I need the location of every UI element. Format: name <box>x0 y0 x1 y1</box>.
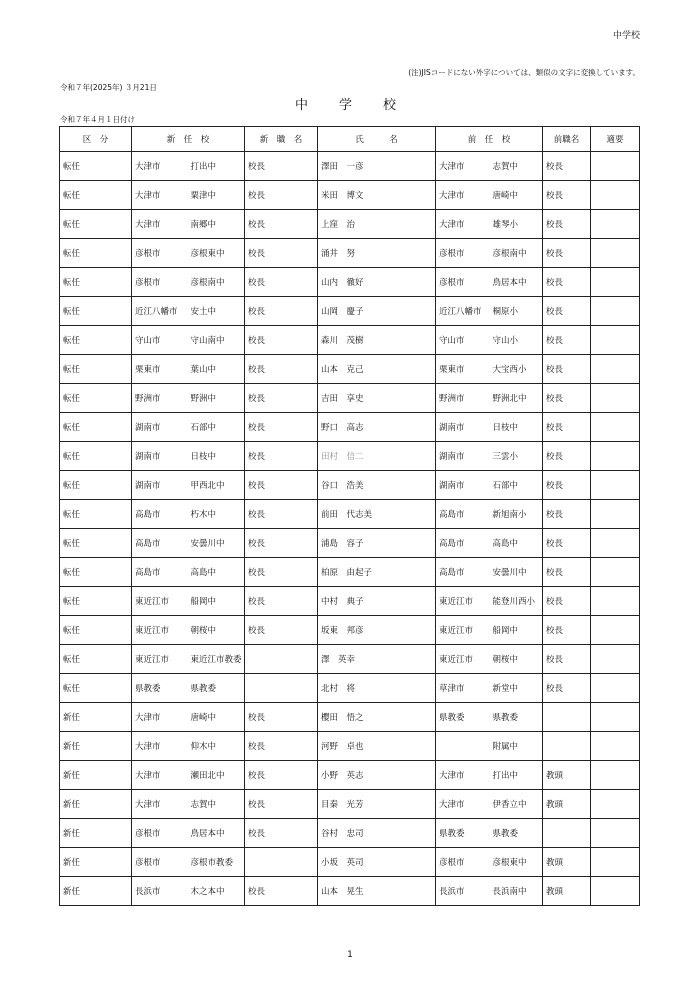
cell-name: 河野 卓也 <box>318 732 436 761</box>
cell-new-city: 湖南市 <box>135 481 161 491</box>
cell-prev-school: 船岡中 <box>490 616 543 645</box>
cell-prev-pos: 校長 <box>543 616 591 645</box>
cell-remarks <box>591 819 640 848</box>
cell-new-school: 木之本中 <box>188 877 245 906</box>
cell-prev-pos: 校長 <box>543 645 591 674</box>
cell-new-city: 大津市 <box>135 771 161 781</box>
cell-new-city: 栗東市 <box>135 365 161 375</box>
cell-kubun: 転任 <box>60 587 132 616</box>
cell-new-pos: 校長 <box>245 703 318 732</box>
cell-remarks <box>591 471 640 500</box>
header-kubun: 区 分 <box>60 127 132 152</box>
table-row <box>60 848 640 877</box>
cell-prev-city: 東近江市 <box>439 597 474 607</box>
cell-new-school: 仰木中 <box>188 732 245 761</box>
cell-prev-pos: 教頭 <box>543 848 591 877</box>
cell-remarks <box>591 558 640 587</box>
cell-kubun: 転任 <box>60 181 132 210</box>
cell-new-school: 彦根東中 <box>188 239 245 268</box>
cell-new-pos: 校長 <box>245 152 318 181</box>
cell-prev-pos: 校長 <box>543 297 591 326</box>
cell-new-city: 近江八幡市 <box>135 307 178 317</box>
cell-name: 柏原 由起子 <box>318 558 436 587</box>
cell-new-city: 大津市 <box>135 191 161 201</box>
header-remarks: 適要 <box>606 135 624 145</box>
table-row <box>60 152 640 181</box>
cell-kubun: 転任 <box>60 355 132 384</box>
cell-new-pos: 校長 <box>245 471 318 500</box>
cell-new-pos: 校長 <box>245 413 318 442</box>
cell-prev-school: 能登川西小 <box>490 587 543 616</box>
cell-new-city: 彦根市 <box>135 278 161 288</box>
cell-remarks <box>591 587 640 616</box>
cell-remarks <box>591 268 640 297</box>
cell-new-school: 葉山中 <box>188 355 245 384</box>
cell-prev-school: 桐原小 <box>490 297 543 326</box>
cell-kubun: 新任 <box>60 732 132 761</box>
table-row <box>60 703 640 732</box>
cell-new-school: 野洲中 <box>188 384 245 413</box>
cell-prev-city: 東近江市 <box>439 655 474 665</box>
issue-date: 令和７年(2025年) ３月21日 <box>60 83 157 92</box>
cell-new-pos <box>245 674 318 703</box>
cell-kubun: 転任 <box>60 413 132 442</box>
cell-remarks <box>591 181 640 210</box>
effective-date: 令和７年４月１日付け <box>60 115 135 124</box>
cell-name: 森川 茂樹 <box>318 326 436 355</box>
cell-prev-city: 大津市 <box>439 191 465 201</box>
cell-remarks <box>591 384 640 413</box>
cell-new-city: 高島市 <box>135 510 161 520</box>
cell-prev-pos: 校長 <box>543 500 591 529</box>
cell-prev-city: 東近江市 <box>439 626 474 636</box>
cell-prev-city: 湖南市 <box>439 423 465 433</box>
cell-prev-city: 野洲市 <box>439 394 465 404</box>
cell-new-city: 東近江市 <box>135 597 170 607</box>
cell-prev-pos: 校長 <box>543 587 591 616</box>
cell-new-city: 高島市 <box>135 568 161 578</box>
cell-prev-school: 朝桜中 <box>490 645 543 674</box>
cell-prev-school: 雄琴小 <box>490 210 543 239</box>
cell-kubun: 新任 <box>60 877 132 906</box>
cell-prev-school: 石部中 <box>490 471 543 500</box>
page-number: 1 <box>347 950 353 960</box>
cell-kubun: 転任 <box>60 442 132 471</box>
cell-new-pos: 校長 <box>245 210 318 239</box>
cell-kubun: 転任 <box>60 384 132 413</box>
cell-new-city: 大津市 <box>135 220 161 230</box>
cell-name: 北村 将 <box>318 674 436 703</box>
cell-name: 米田 博文 <box>318 181 436 210</box>
cell-remarks <box>591 790 640 819</box>
cell-remarks <box>591 761 640 790</box>
cell-new-school: 甲西北中 <box>188 471 245 500</box>
cell-new-pos: 校長 <box>245 500 318 529</box>
table-row <box>60 471 640 500</box>
cell-new-city: 大津市 <box>135 162 161 172</box>
cell-prev-pos: 校長 <box>543 210 591 239</box>
cell-prev-school: 彦根東中 <box>490 848 543 877</box>
cell-prev-pos: 教頭 <box>543 761 591 790</box>
cell-prev-city: 大津市 <box>439 220 465 230</box>
cell-prev-school: 鳥居本中 <box>490 268 543 297</box>
header-name: 氏 名 <box>318 127 436 152</box>
cell-new-city: 守山市 <box>135 336 161 346</box>
cell-prev-city: 大津市 <box>439 162 465 172</box>
cell-remarks <box>591 210 640 239</box>
cell-kubun: 転任 <box>60 152 132 181</box>
header-prev-position: 前職名 <box>543 127 591 152</box>
cell-prev-city: 県教委 <box>439 829 465 839</box>
cell-prev-city: 高島市 <box>439 568 465 578</box>
cell-name: 坂東 邦彦 <box>318 616 436 645</box>
cell-prev-pos: 校長 <box>543 268 591 297</box>
cell-name: 山本 克己 <box>318 355 436 384</box>
table-row <box>60 268 640 297</box>
cell-new-pos: 校長 <box>245 587 318 616</box>
cell-new-school: 瀬田北中 <box>188 761 245 790</box>
cell-kubun: 転任 <box>60 471 132 500</box>
cell-new-pos: 校長 <box>245 877 318 906</box>
cell-prev-pos <box>543 732 591 761</box>
header-new-position: 新 職 名 <box>245 127 318 152</box>
cell-new-school: 高島中 <box>188 558 245 587</box>
cell-kubun: 転任 <box>60 558 132 587</box>
cell-prev-pos: 校長 <box>543 384 591 413</box>
cell-new-school: 朝桜中 <box>188 616 245 645</box>
cell-new-pos: 校長 <box>245 384 318 413</box>
cell-prev-pos: 校長 <box>543 674 591 703</box>
cell-new-school: 安土中 <box>188 297 245 326</box>
cell-new-city: 彦根市 <box>135 249 161 259</box>
cell-name: 田村 信二 <box>318 442 436 471</box>
cell-new-school: 安曇川中 <box>188 529 245 558</box>
cell-prev-school: 日枝中 <box>490 413 543 442</box>
table-row <box>60 558 640 587</box>
cell-prev-school: 新旭南小 <box>490 500 543 529</box>
cell-new-pos: 校長 <box>245 790 318 819</box>
cell-name: 谷口 浩美 <box>318 471 436 500</box>
cell-kubun: 新任 <box>60 848 132 877</box>
cell-new-pos: 校長 <box>245 268 318 297</box>
cell-new-school: 唐崎中 <box>188 703 245 732</box>
table-row <box>60 210 640 239</box>
cell-new-city: 湖南市 <box>135 452 161 462</box>
cell-kubun: 転任 <box>60 268 132 297</box>
cell-prev-pos <box>543 703 591 732</box>
cell-kubun: 転任 <box>60 239 132 268</box>
cell-prev-city: 彦根市 <box>439 278 465 288</box>
table-row <box>60 181 640 210</box>
cell-name: 山本 晃生 <box>318 877 436 906</box>
table-row <box>60 413 640 442</box>
header-new-school: 新 任 校 <box>132 127 245 152</box>
cell-prev-school: 安曇川中 <box>490 558 543 587</box>
cell-prev-school: 高島中 <box>490 529 543 558</box>
cell-remarks <box>591 355 640 384</box>
table-row <box>60 587 640 616</box>
cell-prev-city: 大津市 <box>439 771 465 781</box>
cell-remarks <box>591 442 640 471</box>
cell-prev-city: 彦根市 <box>439 858 465 868</box>
table-row <box>60 355 640 384</box>
cell-new-school: 日枝中 <box>188 442 245 471</box>
cell-kubun: 新任 <box>60 761 132 790</box>
table-row <box>60 239 640 268</box>
cell-new-school: 守山南中 <box>188 326 245 355</box>
cell-prev-pos: 校長 <box>543 239 591 268</box>
cell-prev-school: 野洲北中 <box>490 384 543 413</box>
cell-name: 前田 代志美 <box>318 500 436 529</box>
cell-kubun: 転任 <box>60 210 132 239</box>
cell-prev-school: 伊香立中 <box>490 790 543 819</box>
cell-kubun: 新任 <box>60 703 132 732</box>
cell-remarks <box>591 500 640 529</box>
cell-name: 浦島 容子 <box>318 529 436 558</box>
cell-prev-city: 長浜市 <box>439 887 465 897</box>
cell-remarks <box>591 152 640 181</box>
cell-new-school: 粟津中 <box>188 181 245 210</box>
cell-new-pos: 校長 <box>245 297 318 326</box>
cell-prev-school: 県教委 <box>490 819 543 848</box>
cell-name: 小坂 英司 <box>318 848 436 877</box>
cell-name: 山内 徹好 <box>318 268 436 297</box>
table-row <box>60 326 640 355</box>
cell-prev-pos: 校長 <box>543 355 591 384</box>
cell-name: 澤 英幸 <box>318 645 436 674</box>
table-header-row <box>60 127 640 152</box>
table-row <box>60 645 640 674</box>
cell-new-city: 東近江市 <box>135 626 170 636</box>
cell-prev-city: 守山市 <box>439 336 465 346</box>
personnel-table <box>59 126 640 906</box>
cell-prev-pos: 校長 <box>543 152 591 181</box>
cell-remarks <box>591 732 640 761</box>
jis-note: (注)JISコードにない外字については、類似の文字に変換しています。 <box>408 68 640 77</box>
cell-prev-school: 県教委 <box>490 703 543 732</box>
cell-name: 澤田 一彦 <box>318 152 436 181</box>
cell-prev-city: 近江八幡市 <box>439 307 482 317</box>
cell-prev-city <box>436 732 490 761</box>
cell-remarks <box>591 616 640 645</box>
cell-new-school: 石部中 <box>188 413 245 442</box>
cell-new-pos: 校長 <box>245 761 318 790</box>
cell-new-city: 県教委 <box>135 684 161 694</box>
cell-kubun: 新任 <box>60 819 132 848</box>
cell-new-school: 志賀中 <box>188 790 245 819</box>
cell-new-pos: 校長 <box>245 529 318 558</box>
table-row <box>60 297 640 326</box>
cell-remarks <box>591 703 640 732</box>
cell-kubun: 転任 <box>60 645 132 674</box>
cell-name: 小野 英志 <box>318 761 436 790</box>
cell-name: 山岡 慶子 <box>318 297 436 326</box>
cell-new-pos: 校長 <box>245 355 318 384</box>
cell-new-school: 船岡中 <box>188 587 245 616</box>
table-row <box>60 877 640 906</box>
cell-kubun: 転任 <box>60 616 132 645</box>
cell-prev-city: 湖南市 <box>439 452 465 462</box>
cell-new-city: 彦根市 <box>135 829 161 839</box>
cell-new-city: 長浜市 <box>135 887 161 897</box>
cell-new-school: 東近江市教委 <box>188 645 245 674</box>
cell-remarks <box>591 326 640 355</box>
cell-new-pos: 校長 <box>245 558 318 587</box>
cell-new-pos: 校長 <box>245 732 318 761</box>
cell-prev-school: 唐崎中 <box>490 181 543 210</box>
cell-name: 上窪 治 <box>318 210 436 239</box>
cell-name: 谷村 忠司 <box>318 819 436 848</box>
cell-prev-school: 新堂中 <box>490 674 543 703</box>
cell-prev-school: 大宝西小 <box>490 355 543 384</box>
cell-prev-pos: 校長 <box>543 326 591 355</box>
cell-prev-city: 湖南市 <box>439 481 465 491</box>
cell-new-city: 高島市 <box>135 539 161 549</box>
cell-prev-pos: 校長 <box>543 442 591 471</box>
cell-new-school: 打出中 <box>188 152 245 181</box>
cell-new-school: 県教委 <box>188 674 245 703</box>
cell-prev-city: 高島市 <box>439 510 465 520</box>
cell-prev-pos <box>543 819 591 848</box>
cell-prev-school: 彦根南中 <box>490 239 543 268</box>
cell-new-pos: 校長 <box>245 239 318 268</box>
table-row <box>60 732 640 761</box>
cell-kubun: 転任 <box>60 326 132 355</box>
cell-name: 目秦 光芳 <box>318 790 436 819</box>
cell-remarks <box>591 848 640 877</box>
table-row <box>60 790 640 819</box>
page-title: 中 学 校 <box>294 98 405 113</box>
cell-new-pos: 校長 <box>245 442 318 471</box>
cell-new-pos <box>245 848 318 877</box>
cell-prev-pos: 教頭 <box>543 790 591 819</box>
cell-name: 野口 高志 <box>318 413 436 442</box>
cell-kubun: 転任 <box>60 529 132 558</box>
cell-prev-city: 草津市 <box>439 684 465 694</box>
cell-prev-city: 彦根市 <box>439 249 465 259</box>
cell-kubun: 転任 <box>60 674 132 703</box>
cell-prev-pos: 校長 <box>543 181 591 210</box>
cell-new-school: 彦根南中 <box>188 268 245 297</box>
cell-remarks <box>591 645 640 674</box>
cell-new-pos: 校長 <box>245 326 318 355</box>
cell-prev-pos: 校長 <box>543 558 591 587</box>
cell-remarks <box>591 877 640 906</box>
table-row <box>60 384 640 413</box>
cell-remarks <box>591 529 640 558</box>
cell-new-city: 大津市 <box>135 800 161 810</box>
cell-prev-school: 守山小 <box>490 326 543 355</box>
cell-prev-school: 志賀中 <box>490 152 543 181</box>
cell-new-school: 朽木中 <box>188 500 245 529</box>
cell-new-city: 大津市 <box>135 713 161 723</box>
cell-prev-city: 高島市 <box>439 539 465 549</box>
cell-new-school: 彦根市教委 <box>188 848 245 877</box>
cell-remarks <box>591 674 640 703</box>
table-row <box>60 529 640 558</box>
cell-new-school: 南郷中 <box>188 210 245 239</box>
cell-remarks <box>591 297 640 326</box>
cell-prev-pos: 校長 <box>543 471 591 500</box>
cell-new-city: 東近江市 <box>135 655 170 665</box>
cell-new-pos: 校長 <box>245 181 318 210</box>
cell-prev-school: 長浜南中 <box>490 877 543 906</box>
corner-label: 中学校 <box>612 31 640 41</box>
table-row <box>60 761 640 790</box>
cell-prev-pos: 教頭 <box>543 877 591 906</box>
cell-new-school: 鳥居本中 <box>188 819 245 848</box>
cell-new-city: 野洲市 <box>135 394 161 404</box>
cell-prev-school: 打出中 <box>490 761 543 790</box>
cell-remarks <box>591 239 640 268</box>
table-row <box>60 500 640 529</box>
cell-kubun: 新任 <box>60 790 132 819</box>
cell-remarks <box>591 413 640 442</box>
cell-prev-pos: 校長 <box>543 413 591 442</box>
cell-new-pos: 校長 <box>245 819 318 848</box>
cell-prev-school: 三雲小 <box>490 442 543 471</box>
table-row <box>60 616 640 645</box>
cell-prev-pos: 校長 <box>543 529 591 558</box>
cell-name: 涌井 努 <box>318 239 436 268</box>
cell-name: 中村 典子 <box>318 587 436 616</box>
cell-kubun: 転任 <box>60 297 132 326</box>
cell-name: 櫻田 悟之 <box>318 703 436 732</box>
cell-kubun: 転任 <box>60 500 132 529</box>
cell-new-city: 湖南市 <box>135 423 161 433</box>
cell-prev-school: 附属中 <box>490 732 543 761</box>
cell-new-city: 彦根市 <box>135 858 161 868</box>
cell-prev-city: 県教委 <box>439 713 465 723</box>
header-prev-school: 前 任 校 <box>436 127 543 152</box>
table-row <box>60 674 640 703</box>
cell-new-city: 大津市 <box>135 742 161 752</box>
cell-prev-city: 大津市 <box>439 800 465 810</box>
table-row <box>60 819 640 848</box>
cell-new-pos: 校長 <box>245 616 318 645</box>
table-row <box>60 442 640 471</box>
cell-prev-city: 栗東市 <box>439 365 465 375</box>
cell-name: 吉田 享史 <box>318 384 436 413</box>
cell-new-pos <box>245 645 318 674</box>
